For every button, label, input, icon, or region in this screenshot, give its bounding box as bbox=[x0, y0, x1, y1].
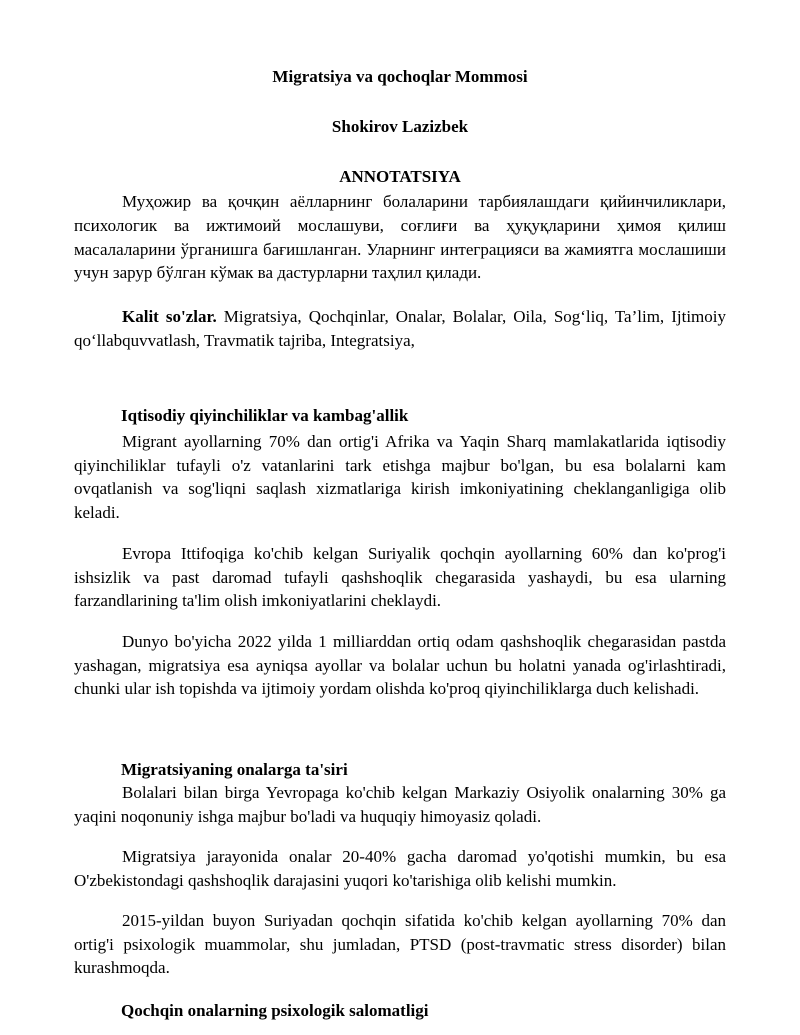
section-paragraph: Migrant ayollarning 70% dan ortig'i Afrika va Yaqin Sharq mamlakatlarida iqtisodiy qiyinchiliklar tufayli o'z vatanlarini tark etishga majbur bo'lgan, bu esa bolalarni kam ovqatlanish va sog'liqni saqlash xizmatlariga kirish imkoniyatining cheklanganligiga olib keladi. bbox=[74, 432, 726, 522]
keywords-paragraph bbox=[74, 305, 726, 352]
document-title: Migratsiya va qochoqlar Mommosi bbox=[272, 67, 528, 86]
keywords-text: Migratsiya, Qochqinlar, Onalar, Bolalar, Oila, Sog‘liq, Ta’lim, Ijtimoiy qo‘llabquvvatlash, Travmatik tajriba, Integratsiya, bbox=[74, 307, 726, 350]
annotation-heading: ANNOTATSIYA bbox=[339, 167, 461, 186]
section-heading-psychological: Qochqin onalarning psixologik salomatligi bbox=[121, 1001, 429, 1020]
author-name: Shokirov Lazizbek bbox=[331, 117, 469, 136]
annotation-text: Муҳожир ва қочқин аёлларнинг болаларини тарбиялашдаги қийинчиликлари, психологик ва ижтимоий мослашуви, соғлиғи ва ҳуқуқларини ҳимоя қилиш масалаларини ўрганишга бағишланган. Уларнинг интеграцияси ва жамиятга мослашиши учун зарур бўлган кўмак ва дастурларни таҳлил қилади. bbox=[74, 192, 726, 283]
section-heading-mothers: Migratsiyaning onalarga ta'siri bbox=[121, 760, 348, 779]
keywords-label: Kalit so'zlar. bbox=[122, 307, 217, 326]
section-paragraph: Evropa Ittifoqiga ko'chib kelgan Suriyalik qochqin ayollarning 60% dan ko'prog'i ishsizlik va past daromad tufayli qashshoqlik chegarasida yashaydi, bu esa ularning farzandlarining ta'lim olish imkoniyatlarini cheklaydi. bbox=[74, 544, 726, 611]
section-paragraph: Dunyo bo'yicha 2022 yilda 1 milliarddan ortiq odam qashshoqlik chegarasidan pastda yashagan, migratsiya esa ayniqsa ayollar va bolalar uchun bu holatni yanada og'irlashtiradi, chunki ular ish topishda va ijtimoiy yordam olishda ko'proq qiyinchiliklarga duch kelishadi. bbox=[74, 632, 726, 699]
section-paragraph: Migratsiya jarayonida onalar 20-40% gacha daromad yo'qotishi mumkin, bu esa O'zbekistondagi qashshoqlik darajasini yuqori ko'tarishiga olib kelishi mumkin. bbox=[74, 847, 726, 890]
section-paragraph: 2015-yildan buyon Suriyadan qochqin sifatida ko'chib kelgan ayollarning 70% dan ortig'i psixologik muammolar, shu jumladan, PTSD (post-travmatic stress disorder) bilan kurashmoqda. bbox=[74, 911, 726, 978]
section-paragraph: Bolalari bilan birga Yevropaga ko'chib kelgan Markaziy Osiyolik onalarning 30% ga yaqini noqonuniy ishga majbur bo'ladi va huquqiy himoyasiz qoladi. bbox=[74, 783, 726, 826]
section-heading-economic: Iqtisodiy qiyinchiliklar va kambag'allik bbox=[121, 406, 409, 425]
